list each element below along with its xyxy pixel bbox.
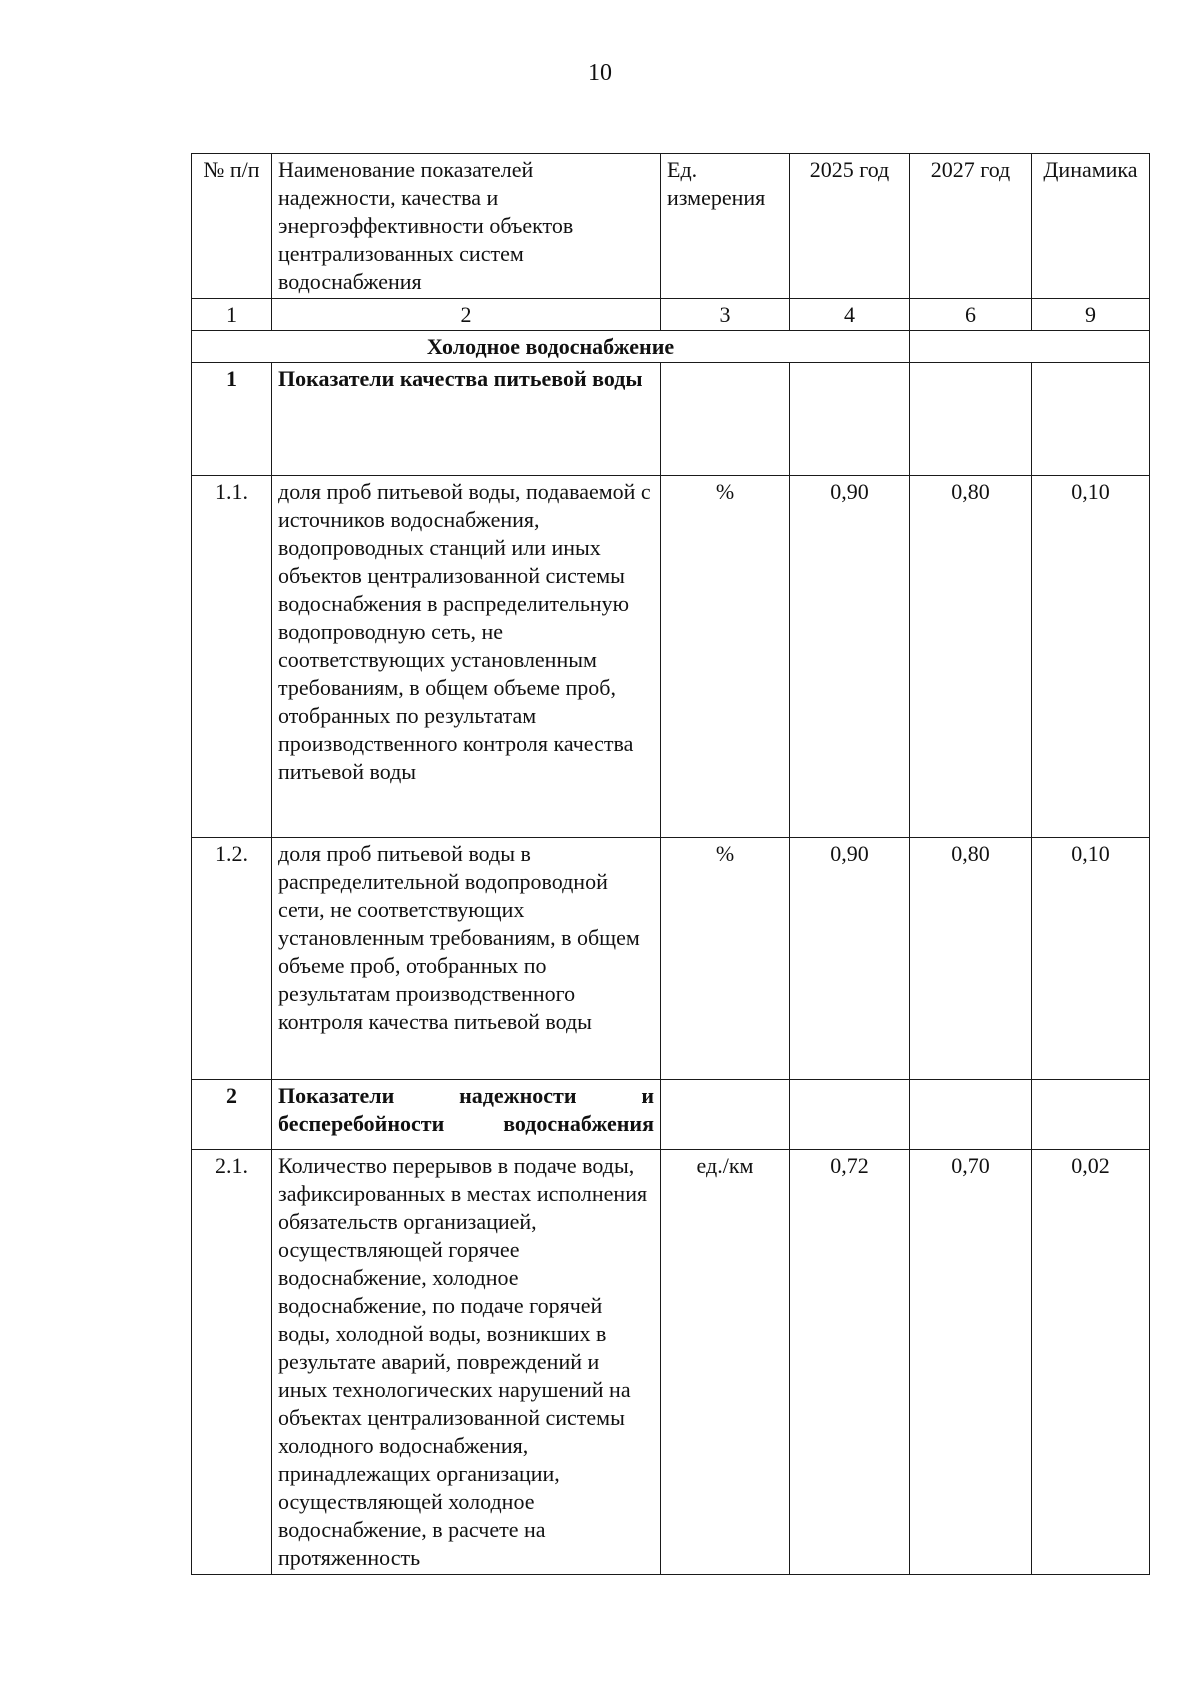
- row-value-2025: 0,90: [790, 838, 910, 1080]
- section-row: [192, 331, 1150, 363]
- row-name: Количество перерывов в подаче воды, зафиксированных в местах исполнения обязательств организацией, осуществляющей горячее водоснабжение, холодное водоснабжение, по подаче горячей воды, холодной воды, возникших в результате аварий, повреждений и иных технологических нарушений на объектах централизованной системы холодного водоснабжения, принадлежащих организации, осуществляющей холодное водоснабжение, в расчете на протяженность: [272, 1150, 661, 1575]
- row-num: 1.1.: [192, 476, 272, 838]
- group-num: 1: [192, 363, 272, 476]
- column-number-row: [192, 299, 1150, 331]
- empty-cell: [790, 1080, 910, 1150]
- row-num: 2.1.: [192, 1150, 272, 1575]
- indicators-table: [191, 153, 1150, 1575]
- header-year-2025: 2025 год: [790, 154, 910, 299]
- column-number: 4: [790, 299, 910, 331]
- column-number: 2: [272, 299, 661, 331]
- group-title: Показатели качества питьевой воды: [272, 363, 661, 476]
- row-unit: %: [661, 838, 790, 1080]
- header-num: № п/п: [192, 154, 272, 299]
- row-value-2027: 0,80: [910, 838, 1032, 1080]
- group-row: [192, 363, 1150, 476]
- table-row: [192, 838, 1150, 1080]
- empty-cell: [790, 363, 910, 476]
- row-unit: %: [661, 476, 790, 838]
- row-value-2025: 0,90: [790, 476, 910, 838]
- empty-cell: [1032, 363, 1150, 476]
- column-number: 9: [1032, 299, 1150, 331]
- header-name: Наименование показателей надежности, качества и энергоэффективности объектов централизованных систем водоснабжения: [272, 154, 661, 299]
- row-value-2027: 0,70: [910, 1150, 1032, 1575]
- row-value-2025: 0,72: [790, 1150, 910, 1575]
- row-dynamics: 0,10: [1032, 476, 1150, 838]
- row-name: доля проб питьевой воды, подаваемой с источников водоснабжения, водопроводных станций или иных объектов централизованной системы водоснабжения в распределительную водопроводную сеть, не соответствующих установленным требованиям, в общем объеме проб, отобранных по результатам производственного контроля качества питьевой воды: [272, 476, 661, 838]
- row-num: 1.2.: [192, 838, 272, 1080]
- header-unit: Ед. измерения: [661, 154, 790, 299]
- section-title: Холодное водоснабжение: [192, 331, 910, 363]
- group-row: [192, 1080, 1150, 1150]
- empty-cell: [661, 363, 790, 476]
- empty-cell: [661, 1080, 790, 1150]
- row-dynamics: 0,02: [1032, 1150, 1150, 1575]
- column-number: 1: [192, 299, 272, 331]
- row-dynamics: 0,10: [1032, 838, 1150, 1080]
- table-row: [192, 1150, 1150, 1575]
- header-row: [192, 154, 1150, 299]
- row-value-2027: 0,80: [910, 476, 1032, 838]
- row-unit: ед./км: [661, 1150, 790, 1575]
- row-name: доля проб питьевой воды в распределительной водопроводной сети, не соответствующих установленным требованиям, в общем объеме проб, отобранных по результатам производственного контроля качества питьевой воды: [272, 838, 661, 1080]
- column-number: 6: [910, 299, 1032, 331]
- empty-cell: [910, 363, 1032, 476]
- page-number: 10: [588, 60, 612, 86]
- section-empty-cell: [910, 331, 1150, 363]
- header-year-2027: 2027 год: [910, 154, 1032, 299]
- header-dynamics: Динамика: [1032, 154, 1150, 299]
- empty-cell: [910, 1080, 1032, 1150]
- table-row: [192, 476, 1150, 838]
- group-num: 2: [192, 1080, 272, 1150]
- group-title: Показатели надежности и бесперебойности водоснабжения: [272, 1080, 661, 1150]
- empty-cell: [1032, 1080, 1150, 1150]
- column-number: 3: [661, 299, 790, 331]
